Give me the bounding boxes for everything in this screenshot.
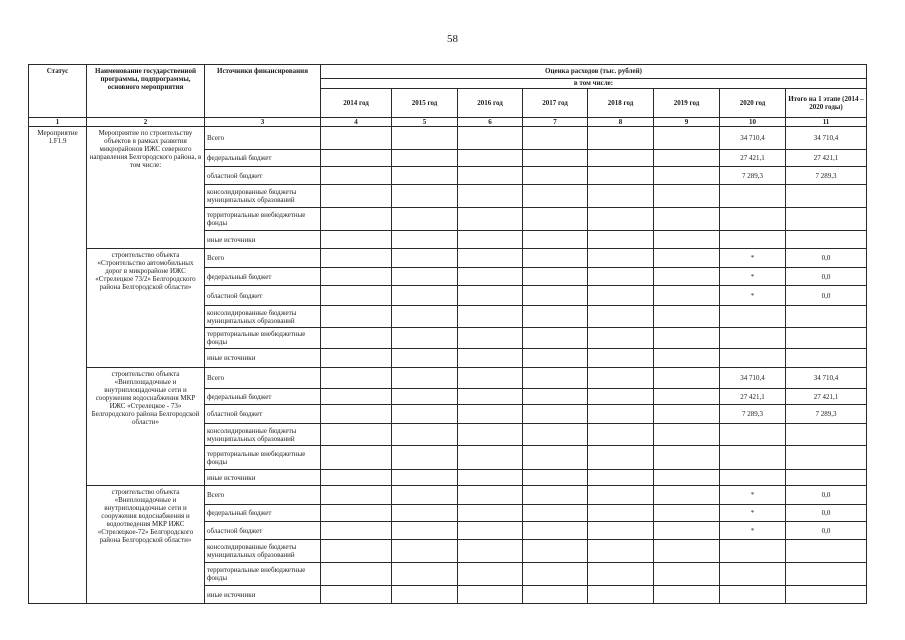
value-cell-2020: 7 289,3 xyxy=(720,405,786,424)
value-cell-empty xyxy=(654,470,720,486)
source-cell: иные источники xyxy=(205,586,321,604)
value-cell-empty xyxy=(523,268,588,286)
value-cell-2020: 34 710,4 xyxy=(720,368,786,389)
source-cell: иные источники xyxy=(205,231,321,249)
value-cell-empty xyxy=(458,306,523,328)
source-cell: Всего xyxy=(205,249,321,268)
column-number-3: 3 xyxy=(205,118,321,127)
value-cell-empty xyxy=(588,405,654,424)
source-cell: консолидированные бюджеты муниципальных образований xyxy=(205,540,321,563)
value-cell-empty xyxy=(458,249,523,268)
value-cell-empty xyxy=(458,231,523,249)
value-cell-empty xyxy=(458,486,523,505)
header-status: Статус xyxy=(28,64,87,118)
value-cell-empty xyxy=(321,389,392,405)
value-cell-total xyxy=(786,306,867,328)
value-cell-empty xyxy=(588,368,654,389)
value-cell-empty xyxy=(523,505,588,522)
value-cell-empty xyxy=(523,150,588,167)
value-cell-empty xyxy=(523,231,588,249)
header-year-5: 2018 год xyxy=(588,89,654,118)
value-cell-empty xyxy=(588,306,654,328)
source-cell: областной бюджет xyxy=(205,286,321,306)
value-cell-empty xyxy=(458,446,523,470)
event-name-3: строительство объекта «Внеплощадочные и внутриплощадочные сети и сооружения водоснабжения МКР ИЖС «Стрелецкое - 73» Белгородского района Белгородской области» xyxy=(87,368,205,486)
value-cell-2020: * xyxy=(720,486,786,505)
value-cell-empty xyxy=(523,540,588,563)
value-cell-empty xyxy=(321,208,392,231)
value-cell-empty xyxy=(392,127,458,150)
value-cell-empty xyxy=(458,522,523,540)
value-cell-empty xyxy=(321,505,392,522)
value-cell-empty xyxy=(458,150,523,167)
value-cell-total: 0,0 xyxy=(786,249,867,268)
value-cell-empty xyxy=(321,405,392,424)
header-year-6: 2019 год xyxy=(654,89,720,118)
value-cell-2020: * xyxy=(720,505,786,522)
value-cell-2020: 7 289,3 xyxy=(720,167,786,185)
value-cell-empty xyxy=(458,127,523,150)
value-cell-empty xyxy=(392,563,458,586)
value-cell-total xyxy=(786,470,867,486)
value-cell-empty xyxy=(321,470,392,486)
value-cell-empty xyxy=(523,446,588,470)
source-cell: федеральный бюджет xyxy=(205,505,321,522)
source-cell: федеральный бюджет xyxy=(205,389,321,405)
value-cell-empty xyxy=(458,328,523,349)
source-cell: федеральный бюджет xyxy=(205,150,321,167)
value-cell-empty xyxy=(654,231,720,249)
value-cell-empty xyxy=(392,286,458,306)
source-cell: Всего xyxy=(205,127,321,150)
source-cell: консолидированные бюджеты муниципальных образований xyxy=(205,424,321,446)
value-cell-empty xyxy=(392,208,458,231)
value-cell-empty xyxy=(523,522,588,540)
value-cell-empty xyxy=(392,231,458,249)
value-cell-empty xyxy=(654,486,720,505)
value-cell-empty xyxy=(588,540,654,563)
value-cell-empty xyxy=(392,486,458,505)
value-cell-total: 7 289,3 xyxy=(786,167,867,185)
value-cell-empty xyxy=(523,167,588,185)
value-cell-total xyxy=(786,185,867,208)
value-cell-empty xyxy=(654,167,720,185)
value-cell-2020 xyxy=(720,231,786,249)
value-cell-empty xyxy=(321,349,392,368)
column-number-1: 1 xyxy=(28,118,87,127)
value-cell-total xyxy=(786,424,867,446)
value-cell-2020: 34 710,4 xyxy=(720,127,786,150)
value-cell-empty xyxy=(654,185,720,208)
value-cell-total xyxy=(786,563,867,586)
column-number-10: 10 xyxy=(720,118,786,127)
header-year-3: 2016 год xyxy=(458,89,523,118)
value-cell-empty xyxy=(458,167,523,185)
value-cell-empty xyxy=(392,268,458,286)
value-cell-total xyxy=(786,328,867,349)
header-year-4: 2017 год xyxy=(523,89,588,118)
value-cell-empty xyxy=(654,405,720,424)
value-cell-empty xyxy=(523,586,588,604)
value-cell-empty xyxy=(321,167,392,185)
value-cell-empty xyxy=(588,586,654,604)
value-cell-empty xyxy=(523,249,588,268)
value-cell-empty xyxy=(588,505,654,522)
value-cell-empty xyxy=(588,268,654,286)
value-cell-empty xyxy=(392,349,458,368)
value-cell-empty xyxy=(588,231,654,249)
column-number-11: 11 xyxy=(786,118,867,127)
header-year-1: 2014 год xyxy=(321,89,392,118)
value-cell-empty xyxy=(458,268,523,286)
value-cell-total xyxy=(786,231,867,249)
source-cell: иные источники xyxy=(205,470,321,486)
value-cell-empty xyxy=(523,185,588,208)
value-cell-2020: * xyxy=(720,286,786,306)
value-cell-empty xyxy=(654,424,720,446)
page-number: 58 xyxy=(447,33,458,45)
value-cell-empty xyxy=(321,522,392,540)
value-cell-total: 27 421,1 xyxy=(786,389,867,405)
value-cell-empty xyxy=(392,470,458,486)
value-cell-empty xyxy=(523,127,588,150)
value-cell-empty xyxy=(458,470,523,486)
value-cell-empty xyxy=(654,286,720,306)
value-cell-empty xyxy=(588,167,654,185)
header-sources: Источники финансирования xyxy=(205,64,321,118)
value-cell-empty xyxy=(458,405,523,424)
source-cell: Всего xyxy=(205,368,321,389)
value-cell-empty xyxy=(321,424,392,446)
source-cell: территориальные внебюджетные фонды xyxy=(205,446,321,470)
value-cell-2020 xyxy=(720,328,786,349)
value-cell-empty xyxy=(392,306,458,328)
value-cell-empty xyxy=(654,563,720,586)
value-cell-empty xyxy=(523,368,588,389)
value-cell-empty xyxy=(588,486,654,505)
value-cell-empty xyxy=(588,208,654,231)
value-cell-2020: * xyxy=(720,268,786,286)
column-number-8: 8 xyxy=(588,118,654,127)
source-cell: территориальные внебюджетные фонды xyxy=(205,328,321,349)
value-cell-empty xyxy=(654,328,720,349)
value-cell-total xyxy=(786,208,867,231)
value-cell-2020: 27 421,1 xyxy=(720,389,786,405)
value-cell-empty xyxy=(321,286,392,306)
value-cell-2020 xyxy=(720,208,786,231)
header-estimate: Оценка расходов (тыс. рублей) xyxy=(321,64,867,79)
event-name-4: строительство объекта «Внеплощадочные и внутриплощадочные сети и сооружения водоснабжения и водоотведения МКР ИЖС «Стрелецкое-72» Белгородского района Белгородской области» xyxy=(87,486,205,604)
source-cell: областной бюджет xyxy=(205,405,321,424)
value-cell-empty xyxy=(321,185,392,208)
value-cell-2020 xyxy=(720,306,786,328)
value-cell-empty xyxy=(588,389,654,405)
value-cell-2020 xyxy=(720,470,786,486)
value-cell-2020 xyxy=(720,446,786,470)
source-cell: консолидированные бюджеты муниципальных образований xyxy=(205,185,321,208)
value-cell-empty xyxy=(458,349,523,368)
column-number-6: 6 xyxy=(458,118,523,127)
value-cell-empty xyxy=(523,349,588,368)
source-cell: территориальные внебюджетные фонды xyxy=(205,208,321,231)
column-number-9: 9 xyxy=(654,118,720,127)
value-cell-2020 xyxy=(720,586,786,604)
value-cell-empty xyxy=(392,249,458,268)
value-cell-empty xyxy=(654,306,720,328)
header-year-2: 2015 год xyxy=(392,89,458,118)
value-cell-total: 0,0 xyxy=(786,505,867,522)
value-cell-empty xyxy=(588,185,654,208)
value-cell-empty xyxy=(458,208,523,231)
value-cell-2020: * xyxy=(720,249,786,268)
value-cell-empty xyxy=(588,150,654,167)
source-cell: федеральный бюджет xyxy=(205,268,321,286)
value-cell-empty xyxy=(321,368,392,389)
value-cell-empty xyxy=(654,150,720,167)
value-cell-empty xyxy=(321,127,392,150)
value-cell-empty xyxy=(458,389,523,405)
value-cell-empty xyxy=(458,563,523,586)
value-cell-empty xyxy=(523,328,588,349)
value-cell-empty xyxy=(321,306,392,328)
value-cell-empty xyxy=(523,286,588,306)
value-cell-empty xyxy=(392,446,458,470)
value-cell-empty xyxy=(523,405,588,424)
value-cell-empty xyxy=(392,328,458,349)
value-cell-2020: 27 421,1 xyxy=(720,150,786,167)
value-cell-empty xyxy=(392,150,458,167)
value-cell-empty xyxy=(392,389,458,405)
value-cell-empty xyxy=(588,328,654,349)
value-cell-empty xyxy=(523,208,588,231)
value-cell-empty xyxy=(321,150,392,167)
value-cell-total: 27 421,1 xyxy=(786,150,867,167)
value-cell-total: 7 289,3 xyxy=(786,405,867,424)
value-cell-total xyxy=(786,349,867,368)
source-cell: иные источники xyxy=(205,349,321,368)
value-cell-empty xyxy=(458,424,523,446)
value-cell-empty xyxy=(654,446,720,470)
value-cell-empty xyxy=(392,368,458,389)
value-cell-empty xyxy=(588,349,654,368)
value-cell-empty xyxy=(392,522,458,540)
value-cell-empty xyxy=(588,522,654,540)
value-cell-empty xyxy=(654,127,720,150)
value-cell-empty xyxy=(392,586,458,604)
value-cell-total: 0,0 xyxy=(786,486,867,505)
value-cell-empty xyxy=(654,389,720,405)
value-cell-2020 xyxy=(720,563,786,586)
value-cell-empty xyxy=(588,563,654,586)
value-cell-empty xyxy=(523,470,588,486)
value-cell-empty xyxy=(321,268,392,286)
source-cell: консолидированные бюджеты муниципальных образований xyxy=(205,306,321,328)
value-cell-empty xyxy=(392,505,458,522)
value-cell-empty xyxy=(321,231,392,249)
value-cell-empty xyxy=(458,368,523,389)
value-cell-empty xyxy=(392,185,458,208)
value-cell-empty xyxy=(523,306,588,328)
value-cell-empty xyxy=(523,486,588,505)
value-cell-empty xyxy=(458,586,523,604)
value-cell-empty xyxy=(654,249,720,268)
value-cell-empty xyxy=(588,249,654,268)
value-cell-empty xyxy=(654,268,720,286)
status-cell: Мероприятие 1.F1.9 xyxy=(28,127,87,604)
header-including: в том числе: xyxy=(321,79,867,89)
value-cell-total xyxy=(786,446,867,470)
value-cell-empty xyxy=(588,286,654,306)
value-cell-empty xyxy=(588,470,654,486)
value-cell-empty xyxy=(321,563,392,586)
source-cell: областной бюджет xyxy=(205,522,321,540)
value-cell-2020: * xyxy=(720,522,786,540)
value-cell-empty xyxy=(523,563,588,586)
value-cell-total: 34 710,4 xyxy=(786,127,867,150)
value-cell-empty xyxy=(588,424,654,446)
value-cell-total: 0,0 xyxy=(786,268,867,286)
header-name: Наименование государственной программы, подпрограммы, основного мероприятия xyxy=(87,64,205,118)
value-cell-empty xyxy=(654,586,720,604)
value-cell-empty xyxy=(588,446,654,470)
value-cell-empty xyxy=(654,368,720,389)
value-cell-empty xyxy=(654,522,720,540)
value-cell-empty xyxy=(392,405,458,424)
value-cell-empty xyxy=(321,586,392,604)
source-cell: территориальные внебюджетные фонды xyxy=(205,563,321,586)
value-cell-2020 xyxy=(720,424,786,446)
value-cell-empty xyxy=(654,349,720,368)
value-cell-empty xyxy=(321,328,392,349)
value-cell-empty xyxy=(321,446,392,470)
event-name-1: Мероприятие по строительству объектов в рамках развития микрорайонов ИЖС северного направления Белгородского района, в том числе: xyxy=(87,127,205,249)
value-cell-empty xyxy=(321,540,392,563)
column-number-4: 4 xyxy=(321,118,392,127)
value-cell-empty xyxy=(523,424,588,446)
value-cell-2020 xyxy=(720,540,786,563)
header-year-7: 2020 год xyxy=(720,89,786,118)
value-cell-empty xyxy=(392,424,458,446)
value-cell-empty xyxy=(458,185,523,208)
column-number-5: 5 xyxy=(392,118,458,127)
value-cell-total xyxy=(786,586,867,604)
source-cell: областной бюджет xyxy=(205,167,321,185)
value-cell-total: 34 710,4 xyxy=(786,368,867,389)
value-cell-empty xyxy=(392,167,458,185)
value-cell-empty xyxy=(654,540,720,563)
value-cell-empty xyxy=(654,505,720,522)
column-number-7: 7 xyxy=(523,118,588,127)
value-cell-empty xyxy=(458,505,523,522)
value-cell-empty xyxy=(458,286,523,306)
value-cell-empty xyxy=(588,127,654,150)
column-number-2: 2 xyxy=(87,118,205,127)
value-cell-total: 0,0 xyxy=(786,286,867,306)
source-cell: Всего xyxy=(205,486,321,505)
value-cell-2020 xyxy=(720,349,786,368)
value-cell-empty xyxy=(523,389,588,405)
value-cell-empty xyxy=(654,208,720,231)
value-cell-total xyxy=(786,540,867,563)
value-cell-empty xyxy=(321,486,392,505)
event-name-2: строительство объекта «Строительство автомобильных дорог в микрорайоне ИЖС «Стрелецкое 73/2» Белгородского района Белгородской области» xyxy=(87,249,205,368)
value-cell-empty xyxy=(458,540,523,563)
header-year-8: Итого на 1 этапе (2014 – 2020 годы) xyxy=(786,89,867,118)
value-cell-2020 xyxy=(720,185,786,208)
value-cell-empty xyxy=(392,540,458,563)
value-cell-total: 0,0 xyxy=(786,522,867,540)
value-cell-empty xyxy=(321,249,392,268)
